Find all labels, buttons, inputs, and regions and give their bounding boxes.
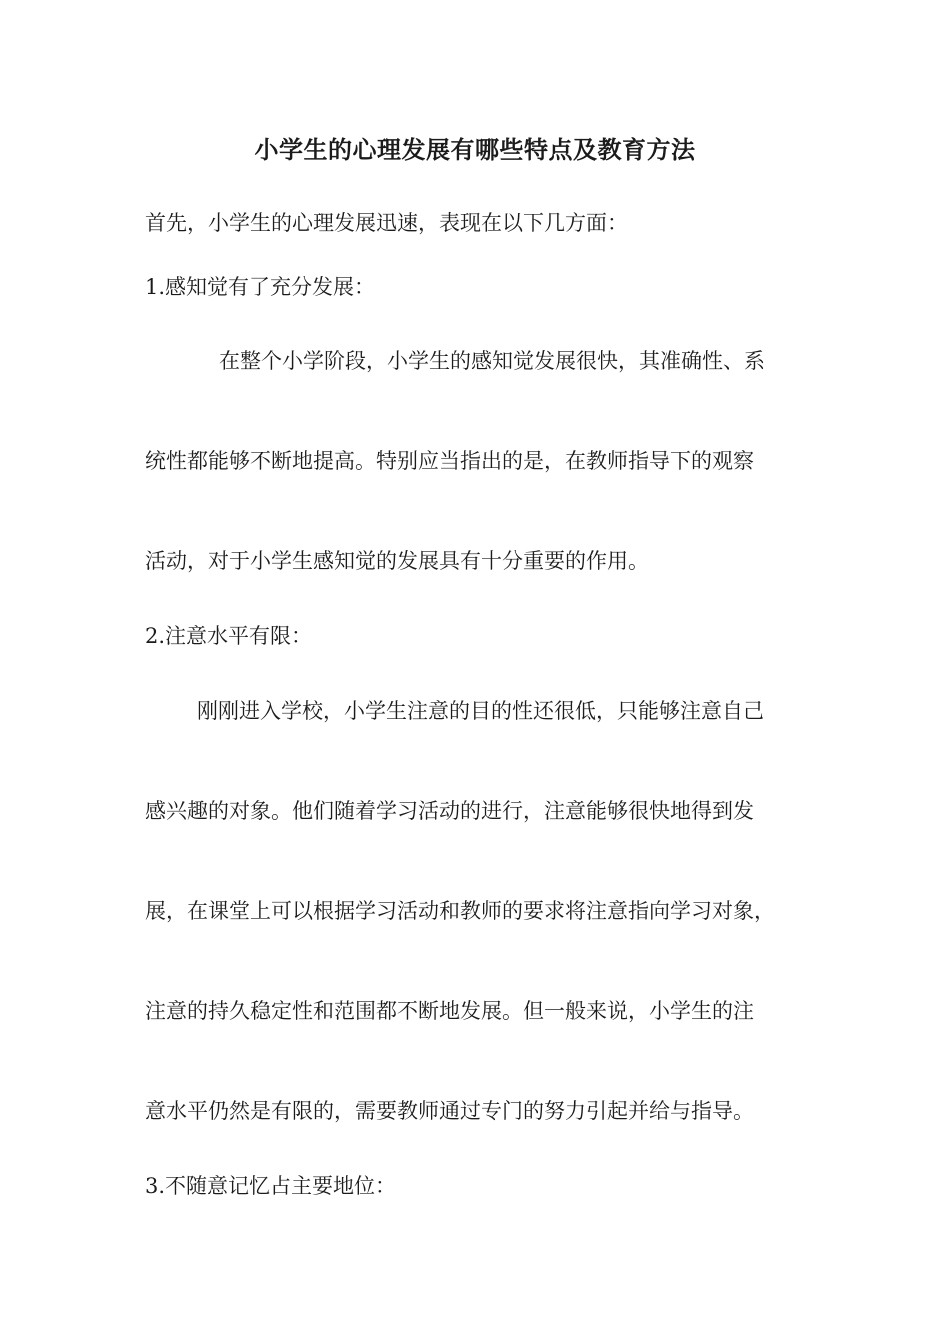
- section-heading-2: 2.注意水平有限：: [145, 624, 313, 648]
- section-heading-1: 1.感知觉有了充分发展：: [145, 275, 376, 299]
- intro-line: 首先，小学生的心理发展迅速，表现在以下几方面：: [145, 211, 628, 235]
- paragraph-1-line-3: 活动，对于小学生感知觉的发展具有十分重要的作用。: [145, 549, 649, 573]
- paragraph-1-line-1: 在整个小学阶段，小学生的感知觉发展很快，其准确性、系: [219, 349, 765, 373]
- paragraph-2-line-5: 意水平仍然是有限的，需要教师通过专门的努力引起并给与指导。: [145, 1099, 754, 1123]
- document-title: 小学生的心理发展有哪些特点及教育方法: [254, 136, 696, 164]
- paragraph-2-line-4: 注意的持久稳定性和范围都不断地发展。但一般来说，小学生的注: [145, 999, 754, 1023]
- paragraph-2-line-1: 刚刚进入学校，小学生注意的目的性还很低，只能够注意自己: [197, 699, 764, 723]
- paragraph-1-line-2: 统性都能够不断地提高。特别应当指出的是，在教师指导下的观察: [145, 449, 754, 473]
- paragraph-2-line-3: 展，在课堂上可以根据学习活动和教师的要求将注意指向学习对象，: [145, 899, 775, 923]
- section-heading-3: 3.不随意记忆占主要地位：: [145, 1174, 397, 1198]
- paragraph-2-line-2: 感兴趣的对象。他们随着学习活动的进行，注意能够很快地得到发: [145, 799, 754, 823]
